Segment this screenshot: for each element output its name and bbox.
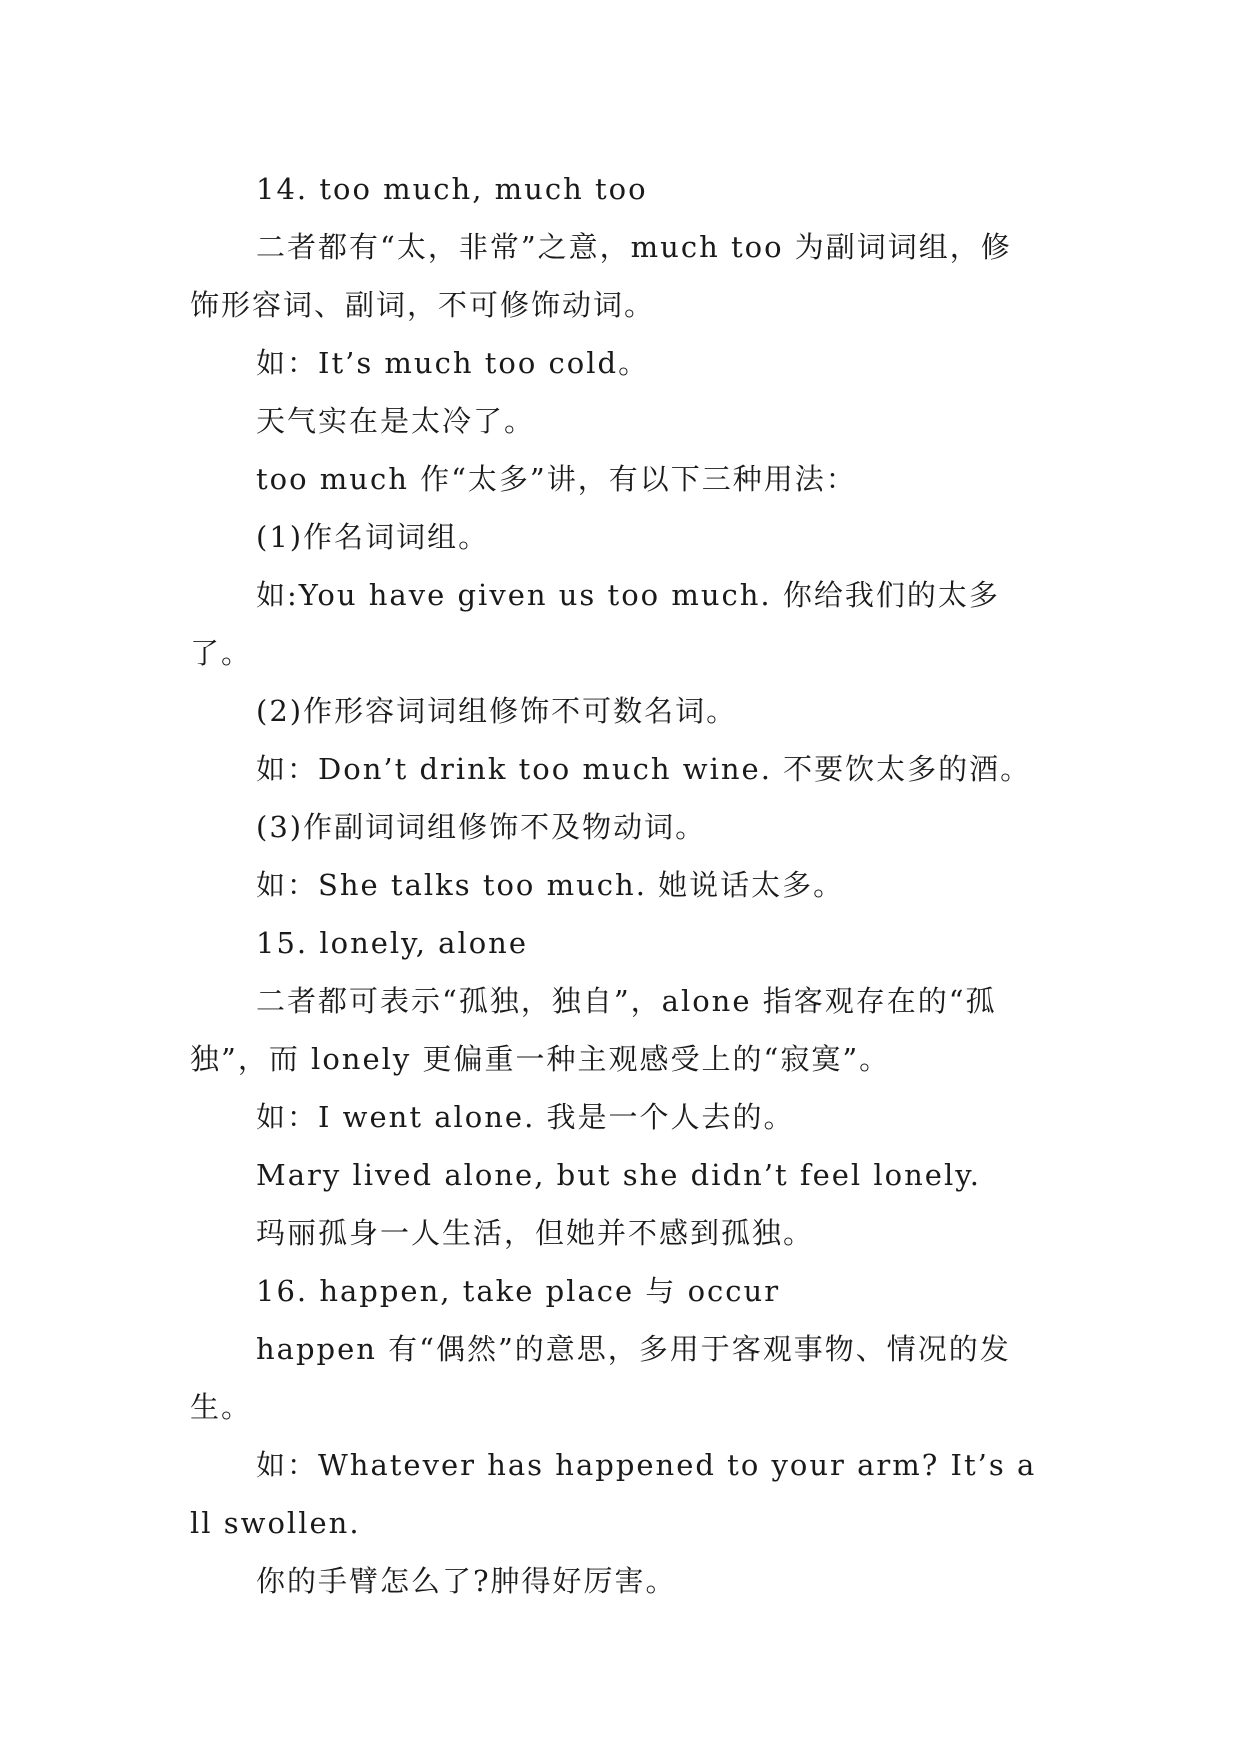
translation: 玛丽孤身一人生活，但她并不感到孤独。 [256, 1216, 815, 1250]
usage-item-3: (3)作副词词组修饰不及物动词。 [256, 810, 707, 844]
example-sentence: 如：Whatever has happened to your arm? It’s all swollen. [190, 1448, 1037, 1540]
example-sentence: 如：I went alone. 我是一个人去的。 [256, 1100, 795, 1134]
paragraph: too much 作“太多”讲，有以下三种用法： [256, 462, 857, 496]
translation: 你的手臂怎么了?肿得好厉害。 [256, 1564, 677, 1598]
paragraph: 二者都可表示“孤独，独自”，alone 指客观存在的“孤独”，而 lonely 更偏重一种主观感受上的“寂寞”。 [190, 984, 997, 1076]
paragraph: happen 有“偶然”的意思，多用于客观事物、情况的发生。 [190, 1332, 1011, 1424]
usage-item-1: (1)作名词词组。 [256, 520, 490, 554]
example-sentence: 如：She talks too much. 她说话太多。 [256, 868, 845, 902]
heading-15: 15. lonely, alone [256, 926, 529, 960]
usage-item-2: (2)作形容词词组修饰不可数名词。 [256, 694, 738, 728]
paragraph: 二者都有“太，非常”之意，much too 为副词词组，修饰形容词、副词，不可修饰动词。 [190, 230, 1012, 322]
translation: 天气实在是太冷了。 [256, 404, 536, 438]
heading-14: 14. too much, much too [256, 172, 648, 206]
heading-16: 16. happen, take place 与 occur [256, 1274, 781, 1308]
example-sentence: 如：Don’t drink too much wine. 不要饮太多的酒。 [256, 752, 1032, 786]
example-sentence: Mary lived alone, but she didn’t feel lonely. [256, 1158, 981, 1192]
example-sentence: 如：It’s much too cold。 [256, 346, 650, 380]
example-sentence: 如:You have given us too much. 你给我们的太多了。 [190, 578, 1000, 670]
